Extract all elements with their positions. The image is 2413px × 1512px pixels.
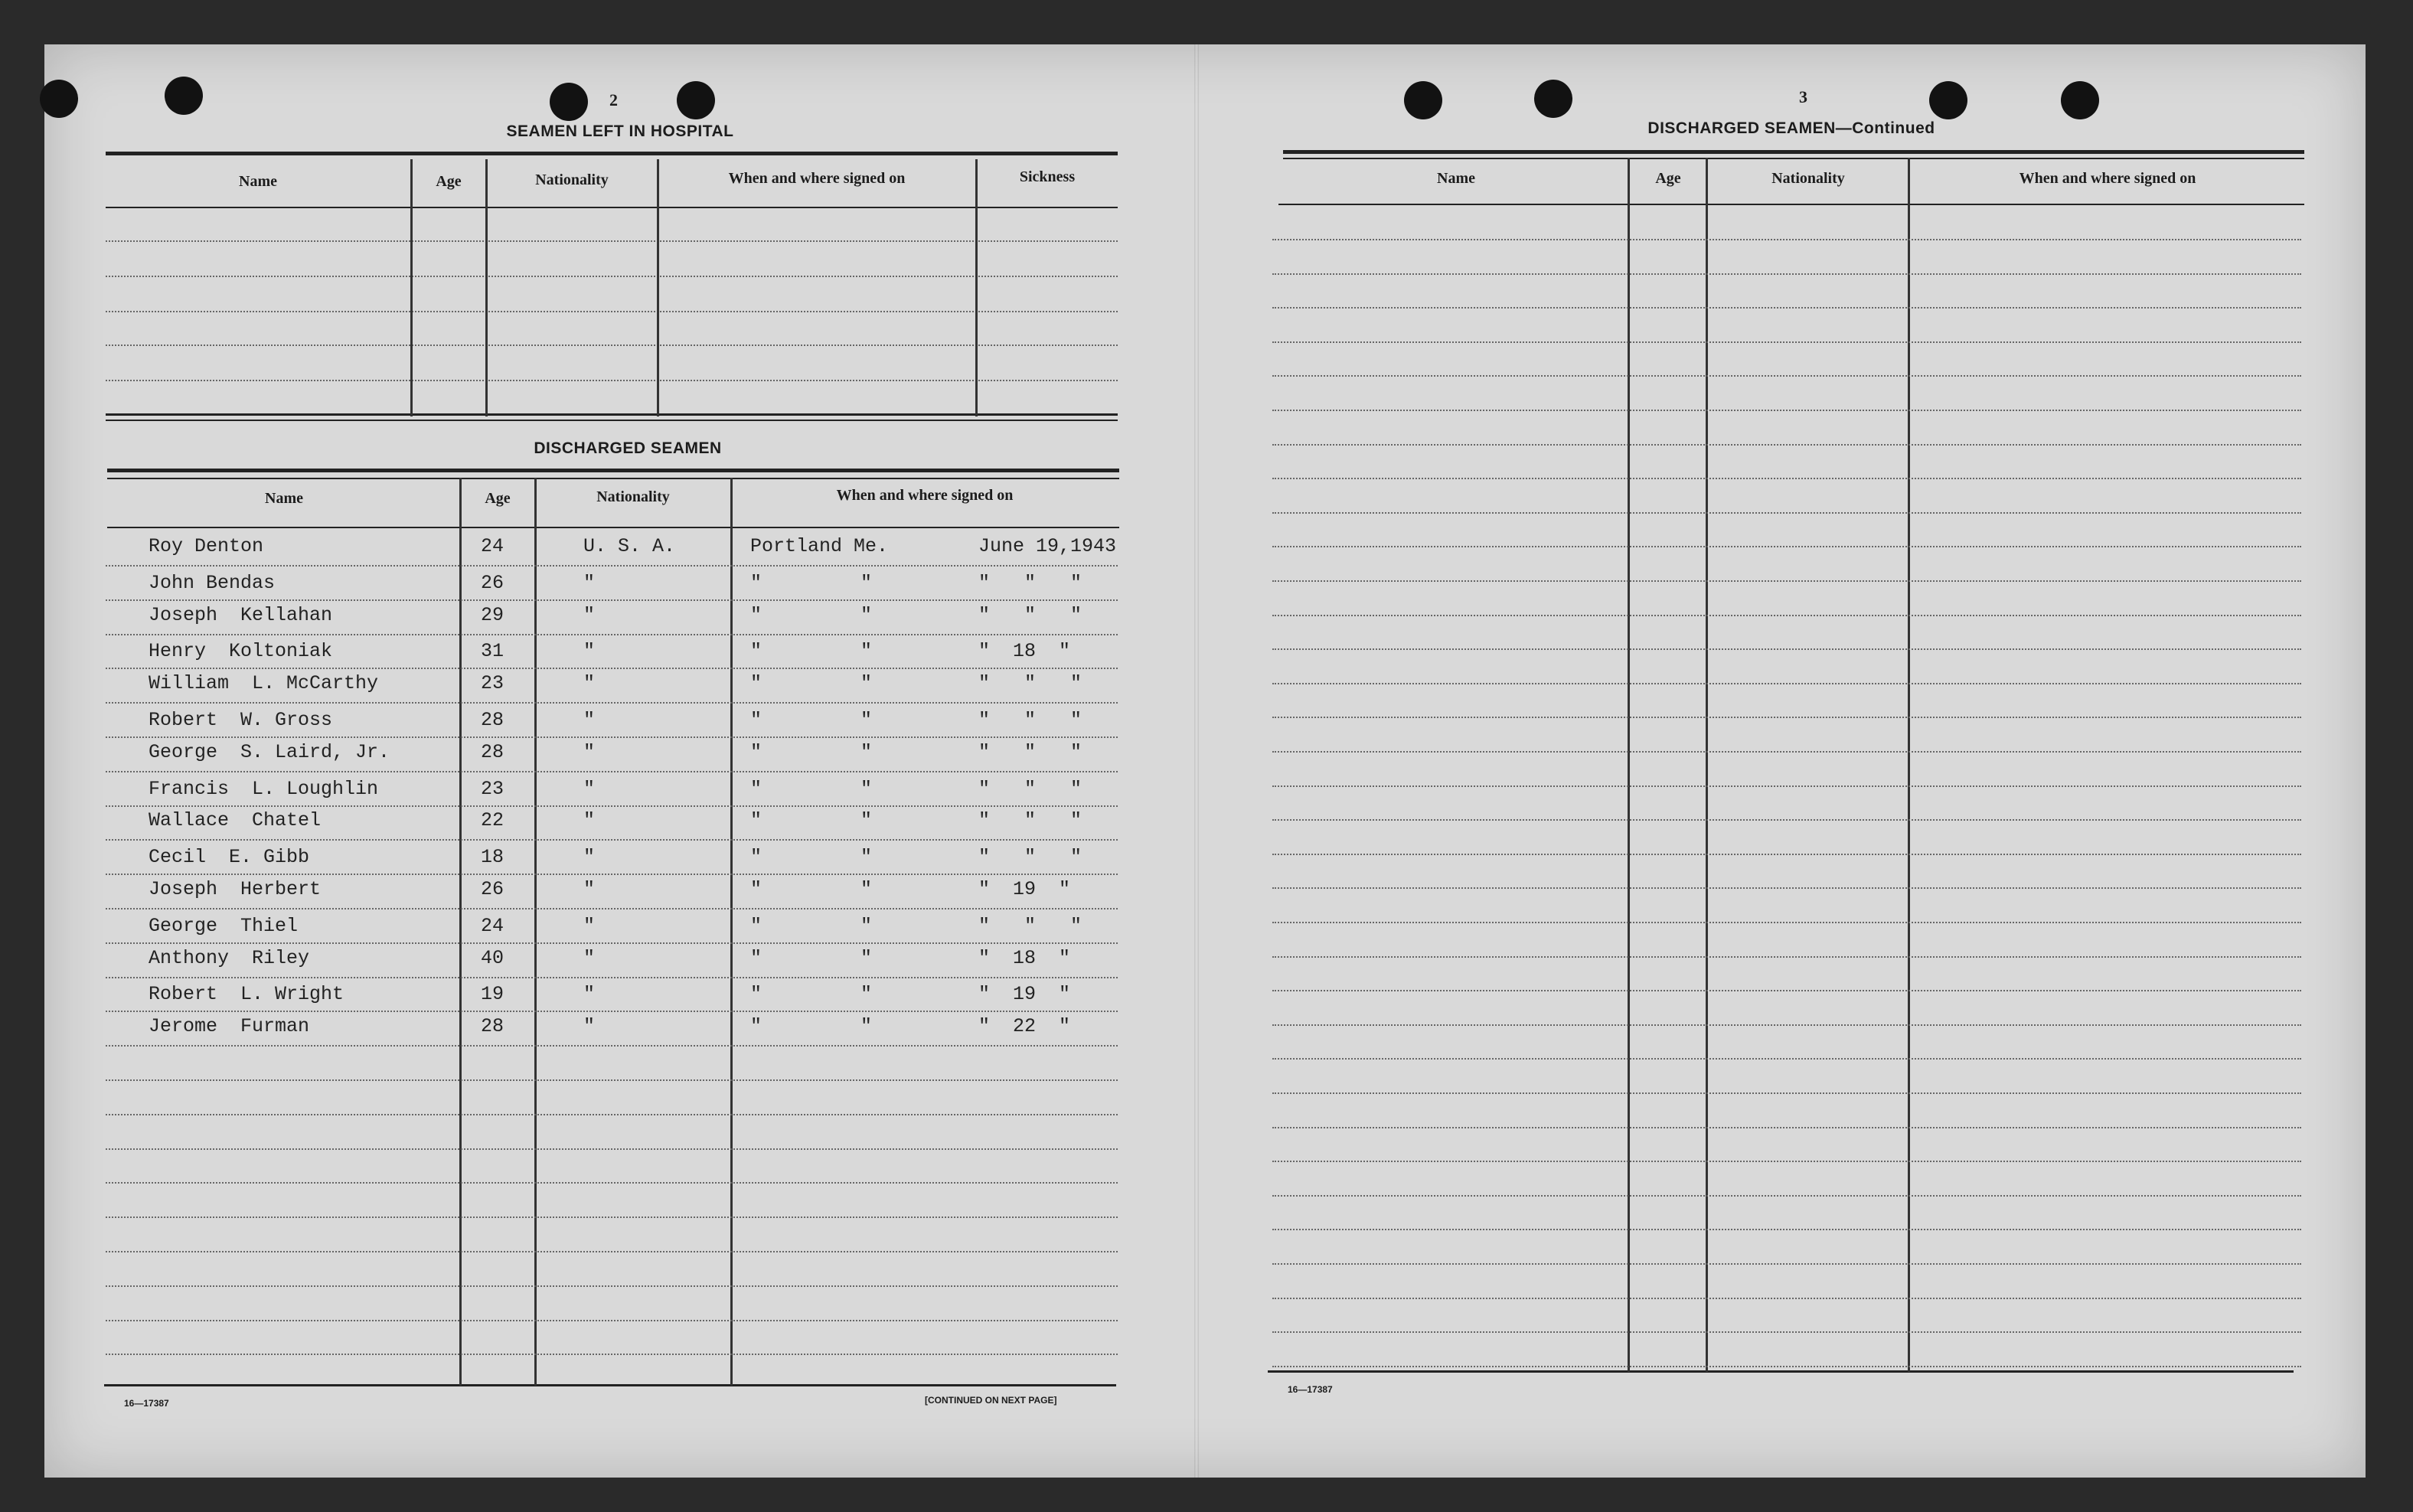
- row-age: 18: [481, 846, 504, 869]
- right-row-line: [1272, 1161, 2301, 1162]
- row-place-ditto: ": [860, 603, 873, 626]
- right-col-age: Age: [1655, 170, 1681, 187]
- right-row-line: [1272, 478, 2301, 479]
- right-row-line: [1272, 683, 2301, 684]
- discharged-row-line: [106, 1320, 1118, 1321]
- right-header-bottom-rule: [1278, 204, 2304, 205]
- row-name: Cecil E. Gibb: [149, 846, 310, 869]
- row-age: 22: [481, 809, 504, 832]
- discharged-row-line: [106, 874, 1118, 875]
- row-nationality: ": [583, 640, 596, 663]
- row-place: ": [750, 846, 762, 869]
- row-name: John Bendas: [149, 571, 276, 594]
- row-nationality: U. S. A.: [583, 535, 676, 557]
- row-age: 24: [481, 914, 504, 937]
- row-nationality: ": [583, 983, 596, 1006]
- discharged-row-line: [106, 1354, 1118, 1355]
- row-age: 26: [481, 878, 504, 900]
- right-row-line: [1272, 410, 2301, 411]
- row-name: Joseph Herbert: [149, 878, 322, 900]
- right-row-line: [1272, 615, 2301, 616]
- row-place-ditto: ": [860, 672, 873, 695]
- row-name: Jerome Furman: [149, 1015, 310, 1038]
- row-place-ditto: ": [860, 809, 873, 832]
- row-nationality: ": [583, 603, 596, 626]
- hospital-col-signed-on: When and where signed on: [728, 170, 906, 187]
- hospital-bottom-rule: [106, 413, 1118, 416]
- discharged-row-line: [106, 668, 1118, 669]
- row-nationality: ": [583, 809, 596, 832]
- row-name: William L. McCarthy: [149, 672, 379, 695]
- footer-continued: [CONTINUED ON NEXT PAGE]: [925, 1395, 1057, 1406]
- right-row-line: [1272, 1366, 2301, 1367]
- row-date: " " ": [978, 603, 1082, 626]
- punch-hole: [2061, 81, 2099, 119]
- discharged-col-signed-on: When and where signed on: [836, 487, 1014, 504]
- hospital-title: SEAMEN LEFT IN HOSPITAL: [506, 122, 734, 140]
- row-name: Roy Denton: [149, 535, 264, 557]
- row-age: 28: [481, 709, 504, 731]
- row-age: 19: [481, 983, 504, 1006]
- right-row-line: [1272, 1298, 2301, 1299]
- page-fold: [1194, 44, 1199, 1478]
- row-age: 29: [481, 603, 504, 626]
- row-name: George S. Laird, Jr.: [149, 740, 390, 763]
- row-nationality: ": [583, 846, 596, 869]
- hospital-col-divider: [410, 159, 413, 416]
- row-nationality: ": [583, 946, 596, 969]
- discharged-col-name: Name: [265, 490, 303, 507]
- discharged-row-line: [106, 805, 1118, 807]
- punch-hole: [1404, 81, 1442, 119]
- discharged-header-rule: [107, 478, 1119, 479]
- discharged-row-line: [106, 1251, 1118, 1252]
- right-row-line: [1272, 1263, 2301, 1265]
- row-place-ditto: ": [860, 709, 873, 731]
- right-row-line: [1272, 1058, 2301, 1060]
- row-place: Portland Me.: [750, 535, 889, 557]
- discharged-row-line: [106, 839, 1118, 841]
- right-row-line: [1272, 307, 2301, 309]
- discharged-title: DISCHARGED SEAMEN: [534, 439, 722, 457]
- right-row-line: [1272, 239, 2301, 240]
- discharged-col-divider: [534, 478, 537, 1386]
- footer-form-number-left: 16—17387: [124, 1398, 169, 1409]
- right-row-line: [1272, 375, 2301, 377]
- hospital-col-nationality: Nationality: [535, 171, 609, 188]
- discharged-row-line: [106, 1079, 1118, 1081]
- row-date: " 22 ": [978, 1015, 1071, 1038]
- row-nationality: ": [583, 709, 596, 731]
- row-nationality: ": [583, 1015, 596, 1038]
- right-top-rule: [1283, 150, 2304, 154]
- discharged-row-line: [106, 599, 1118, 601]
- discharged-header-bottom-rule: [107, 527, 1119, 528]
- row-nationality: ": [583, 672, 596, 695]
- row-name: Wallace Chatel: [149, 809, 322, 832]
- punch-hole: [165, 77, 203, 115]
- row-name: Anthony Riley: [149, 946, 310, 969]
- row-place-ditto: ": [860, 571, 873, 594]
- right-col-divider: [1908, 158, 1910, 1372]
- discharged-continued-title: [1592, 119, 1990, 138]
- row-place: ": [750, 709, 762, 731]
- row-nationality: ": [583, 777, 596, 800]
- punch-hole: [550, 83, 588, 121]
- row-place: ": [750, 571, 762, 594]
- discharged-row-line: [106, 771, 1118, 772]
- row-place-ditto: ": [860, 914, 873, 937]
- right-col-nationality: Nationality: [1771, 170, 1845, 187]
- row-date: " " ": [978, 709, 1082, 731]
- row-age: 40: [481, 946, 504, 969]
- hospital-col-divider: [485, 159, 488, 416]
- hospital-row-line: [106, 380, 1118, 381]
- right-row-line: [1272, 785, 2301, 787]
- right-row-line: [1272, 1229, 2301, 1230]
- hospital-col-sickness: Sickness: [1019, 168, 1076, 185]
- row-age: 23: [481, 672, 504, 695]
- right-row-line: [1272, 922, 2301, 923]
- row-place: ": [750, 983, 762, 1006]
- row-place-ditto: ": [860, 640, 873, 663]
- discharged-top-rule: [107, 469, 1119, 472]
- hospital-row-line: [106, 240, 1118, 242]
- row-name: Robert L. Wright: [149, 983, 344, 1006]
- discharged-row-line: [106, 942, 1118, 944]
- row-nationality: ": [583, 878, 596, 900]
- row-name: Joseph Kellahan: [149, 603, 333, 626]
- row-place: ": [750, 777, 762, 800]
- hospital-col-age: Age: [436, 173, 462, 190]
- right-row-line: [1272, 444, 2301, 446]
- hospital-top-rule: [106, 152, 1118, 155]
- row-place-ditto: ": [860, 1015, 873, 1038]
- row-date: " " ": [978, 777, 1082, 800]
- hospital-row-line: [106, 276, 1118, 277]
- hospital-header-rule: [106, 207, 1118, 208]
- punch-hole: [677, 81, 715, 119]
- row-name: Robert W. Gross: [149, 709, 333, 731]
- row-place-ditto: ": [860, 740, 873, 763]
- row-place: ": [750, 640, 762, 663]
- right-row-line: [1272, 273, 2301, 275]
- right-row-line: [1272, 751, 2301, 753]
- row-place: ": [750, 603, 762, 626]
- row-place-ditto: ": [860, 946, 873, 969]
- right-header-rule: [1283, 158, 2304, 159]
- discharged-col-nationality: Nationality: [596, 488, 670, 505]
- right-row-line: [1272, 341, 2301, 343]
- right-col-name: Name: [1437, 170, 1475, 187]
- row-name: George Thiel: [149, 914, 299, 937]
- right-col-divider: [1706, 158, 1708, 1372]
- row-name: Henry Koltoniak: [149, 640, 333, 663]
- discharged-row-line: [106, 977, 1118, 978]
- discharged-row-line: [106, 1114, 1118, 1115]
- row-place: ": [750, 672, 762, 695]
- row-place: ": [750, 946, 762, 969]
- row-age: 28: [481, 740, 504, 763]
- right-row-line: [1272, 512, 2301, 514]
- right-row-line: [1272, 546, 2301, 547]
- row-name: Francis L. Loughlin: [149, 777, 379, 800]
- discharged-row-line: [106, 1045, 1118, 1047]
- row-date: " " ": [978, 672, 1082, 695]
- row-age: 23: [481, 777, 504, 800]
- row-place: ": [750, 809, 762, 832]
- right-row-line: [1272, 580, 2301, 582]
- right-row-line: [1272, 1331, 2301, 1333]
- row-date: " " ": [978, 846, 1082, 869]
- page-number-left: 2: [609, 90, 618, 109]
- row-place-ditto: ": [860, 983, 873, 1006]
- discharged-row-line: [106, 1148, 1118, 1150]
- row-place-ditto: ": [860, 846, 873, 869]
- discharged-row-line: [106, 1182, 1118, 1184]
- row-place-ditto: ": [860, 777, 873, 800]
- right-row-line: [1272, 648, 2301, 650]
- row-date: " " ": [978, 571, 1082, 594]
- hospital-bottom-rule: [106, 420, 1118, 421]
- row-age: 24: [481, 535, 504, 557]
- right-row-line: [1272, 887, 2301, 889]
- row-place: ": [750, 914, 762, 937]
- row-date: " " ": [978, 740, 1082, 763]
- discharged-col-divider: [459, 478, 462, 1386]
- discharged-continued-title-main: DISCHARGED SEAMEN: [1647, 119, 1836, 137]
- right-row-line: [1272, 1024, 2301, 1026]
- discharged-col-divider: [730, 478, 733, 1386]
- discharged-row-line: [106, 1285, 1118, 1287]
- right-row-line: [1272, 1092, 2301, 1094]
- footer-form-number-right: 16—17387: [1288, 1384, 1333, 1395]
- discharged-row-line: [106, 565, 1118, 567]
- right-row-line: [1272, 990, 2301, 991]
- row-date: " 19 ": [978, 983, 1071, 1006]
- discharged-row-line: [106, 634, 1118, 635]
- right-row-line: [1272, 819, 2301, 821]
- row-age: 28: [481, 1015, 504, 1038]
- punch-hole: [1534, 80, 1572, 118]
- row-date: " " ": [978, 809, 1082, 832]
- row-place: ": [750, 1015, 762, 1038]
- right-col-signed-on: When and where signed on: [2019, 170, 2196, 187]
- right-row-line: [1272, 1127, 2301, 1128]
- row-nationality: ": [583, 740, 596, 763]
- row-date: " 18 ": [978, 946, 1071, 969]
- row-age: 26: [481, 571, 504, 594]
- right-bottom-rule: [1268, 1370, 2294, 1373]
- hospital-col-name: Name: [239, 173, 277, 190]
- right-row-line: [1272, 854, 2301, 855]
- discharged-row-line: [106, 908, 1118, 909]
- row-age: 31: [481, 640, 504, 663]
- discharged-row-line: [106, 702, 1118, 704]
- discharged-bottom-rule: [104, 1384, 1116, 1386]
- row-place: ": [750, 740, 762, 763]
- row-date: " 18 ": [978, 640, 1071, 663]
- right-row-line: [1272, 717, 2301, 718]
- row-nationality: ": [583, 914, 596, 937]
- row-place-ditto: ": [860, 878, 873, 900]
- discharged-col-age: Age: [485, 490, 511, 507]
- right-row-line: [1272, 956, 2301, 958]
- right-col-divider: [1628, 158, 1630, 1372]
- row-date: June 19,1943: [978, 535, 1117, 557]
- hospital-col-divider: [975, 159, 978, 416]
- row-nationality: ": [583, 571, 596, 594]
- discharged-continued-title-suffix: —Continued: [1835, 119, 1935, 137]
- hospital-row-line: [106, 345, 1118, 346]
- hospital-row-line: [106, 311, 1118, 312]
- row-place: ": [750, 878, 762, 900]
- hospital-col-divider: [657, 159, 659, 416]
- page-number-right: 3: [1799, 87, 1807, 106]
- punch-hole: [40, 80, 78, 118]
- discharged-row-line: [106, 1011, 1118, 1012]
- right-row-line: [1272, 1195, 2301, 1197]
- discharged-row-line: [106, 736, 1118, 738]
- row-date: " " ": [978, 914, 1082, 937]
- row-date: " 19 ": [978, 878, 1071, 900]
- punch-hole: [1929, 81, 1967, 119]
- discharged-row-line: [106, 1216, 1118, 1218]
